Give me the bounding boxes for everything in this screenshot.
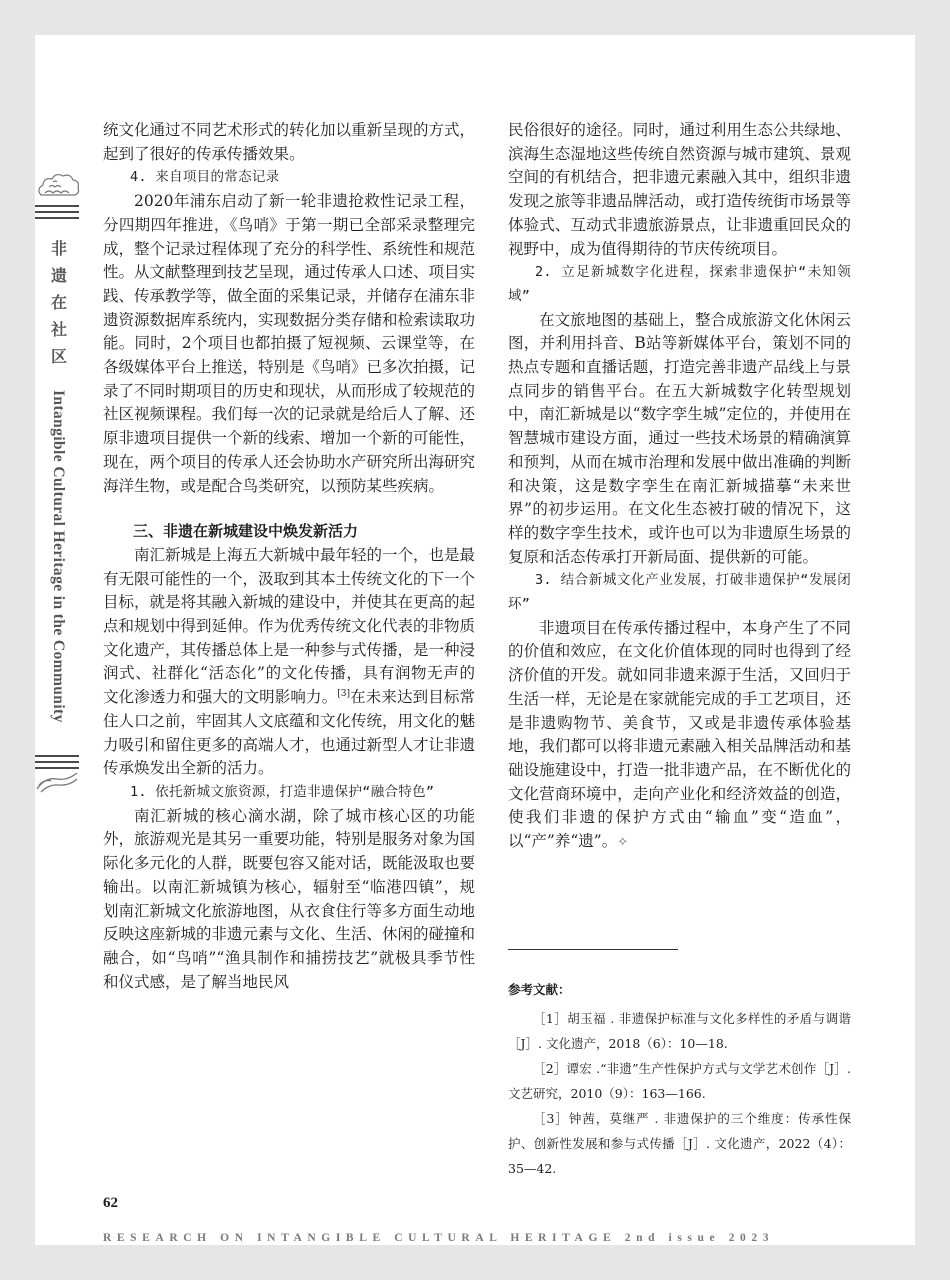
page-number: 62 <box>103 1195 118 1211</box>
subsection-heading: 2. 立足新城数字化进程，探索非遗保护“未知领域” <box>508 264 851 304</box>
end-ornament-icon: ✧ <box>617 835 629 851</box>
auspicious-cloud-icon <box>35 165 81 231</box>
paragraph-text: 非遗项目在传承传播过程中，本身产生了不同的价值和效应，在文化价值体现的同时也得到了经济价值的开发。就如同非遗来源于生活，又回归于生活一样，无论是在家就能完成的手工艺项目，还是非遗购物节、美食节，又或是非遗传承体验基地，我们都可以将非遗元素融入相关品牌活动和基础设施建设中，打造一批非遗产品，在不断优化的文化营商环境中，走向产业化和经济效益的创造，使我们非遗的保护方式由“输血”变“造血”，以“产”养“遗”。 <box>508 618 851 851</box>
section-heading: 三、非遗在新城建设中焕发新活力 <box>133 522 359 541</box>
sidebar-title-char: 区 <box>50 347 67 366</box>
reference-item: ［3］钟茜，莫继严 . 非遗保护的三个维度：传承性保护、创新性发展和参与式传播［J］. 文化遗产，2022（4）：35—42. <box>508 1111 851 1176</box>
reference-item: ［1］胡玉福 . 非遗保护标准与文化多样性的矛盾与调谐［J］. 文化遗产，2018（6）：10—18. <box>508 1011 851 1051</box>
paragraph: 2020年浦东启动了新一轮非遗抢救性记录工程，分四期四年推进，《鸟哨》于第一期已全部采录整理完成，整个记录过程体现了充分的科学性、系统性和规范性。从文献整理到技艺呈现，通过传承人口述、项目实践、传承教学等，做全面的采集记录，并储存在浦东非遗资源数据库系统内，实现数据分类存储和检索读取功能。同时，2个项目也都拍摄了短视频、云课堂等，在各级媒体平台上推送，特别是《鸟哨》已多次拍摄，记录了不同时期项目的历史和现状，从而形成了较规范的社区视频课程。我们每一次的记录就是给后人了解、还原非遗项目提供一个新的线索、增加一个新的可能性，现在，两个项目的传承人还会协助水产研究所出海研究海洋生物，或是配合鸟类研究，以预防某些疾病。 <box>103 192 476 495</box>
paragraph <box>508 617 851 855</box>
references-title: 参考文献： <box>508 982 571 997</box>
subsection-heading: 1. 依托新城文旅资源，打造非遗保护“融合特色” <box>130 783 435 800</box>
citation-marker: [3] <box>337 689 351 700</box>
sidebar-title-char: 在 <box>50 293 67 312</box>
wave-ornament-icon <box>35 755 81 795</box>
section-sidebar <box>35 165 83 765</box>
paragraph-with-citation <box>103 544 475 781</box>
paragraph: 在文旅地图的基础上，整合成旅游文化休闲云图，并利用抖音、B站等新媒体平台，策划不同的热点专题和直播话题，打造完善非遗产品线上与景点同步的销售平台。在五大新城数字化转型规划中，南汇新城是以“数字孪生城”定位的，并使用在智慧城市建设方面，通过一些技术场景的精确演算和预判，从而在城市治理和发展中做出准确的判断和决策，这是数字孪生在南汇新城描摹“未来世界”的初步运用。在文化生态被打破的情况下，这样的数字孪生技术，或许也可以为非遗原生场景的复原和活态传承打开新局面、提供新的可能。 <box>508 310 851 566</box>
left-text-column <box>103 119 475 994</box>
paragraph-text: 在未来达到目标常住人口之前，牢固其人文底蕴和文化传统，用文化的魅力吸引和留住更多的高端人才，也通过新型人才让非遗传承焕发出全新的活力。 <box>103 688 476 778</box>
journal-footer: RESEARCH ON INTANGIBLE CULTURAL HERITAGE 2nd issue 2023 <box>103 1232 775 1244</box>
paragraph: 南汇新城的核心滴水湖，除了城市核心区的功能外，旅游观光是其另一重要功能，特别是服务对象为国际化多元化的人群，既要包容又能对话，既能汲取也要输出。以南汇新城镇为核心，辐射至“临港四镇”，规划南汇新城文化旅游地图，从衣食住行等多方面生动地反映这座新城的非遗元素与文化、生活、休闲的碰撞和融合，如“鸟哨”“渔具制作和捕捞技艺”就极具季节性和仪式感，是了解当地民风 <box>103 806 476 991</box>
sidebar-english-title: Intangible Cultural Heritage in the Community <box>50 390 67 723</box>
sidebar-column-title <box>48 235 70 370</box>
references-divider <box>508 949 678 950</box>
right-text-column <box>508 119 851 855</box>
paragraph: 统文化通过不同艺术形式的转化加以重新呈现的方式，起到了很好的传承传播效果。 <box>103 121 476 163</box>
paragraph-text: 南汇新城是上海五大新城中最年轻的一个，也是最有无限可能性的一个，汲取到其本土传统文化的下一个目标，就是将其融入新城的建设中，并使其在更高的起点和规划中得到延伸。作为优秀传统文化代表的非物质文化遗产，其传播总体上是一种参与式传播，是一种浸润式、社群化“活态化”的文化传播，具有润物无声的文化渗透力和强大的文明影响力。 <box>103 545 476 707</box>
journal-page <box>35 35 915 1245</box>
reference-item: ［2］谭宏 .“非遗”生产性保护方式与文学艺术创作［J］. 文艺研究，2010（9）：163—166. <box>508 1061 851 1101</box>
sidebar-title-char: 遗 <box>50 266 67 285</box>
references-list <box>508 977 851 1181</box>
subsection-heading: 3. 结合新城文化产业发展，打破非遗保护“发展闭环” <box>508 572 851 613</box>
paragraph: 民俗很好的途径。同时，通过利用生态公共绿地、滨海生态湿地这些传统自然资源与城市建筑、景观空间的有机结合，把非遗元素融入其中，组织非遗发现之旅等非遗品牌活动，或打造传统街市场景等体验式、互动式非遗旅游景点，让非遗重回民众的视野中，成为值得期待的节庆传统项目。 <box>508 121 851 258</box>
sidebar-title-char: 社 <box>50 320 67 339</box>
subsection-heading: 4. 来自项目的常态记录 <box>130 169 280 186</box>
sidebar-title-char: 非 <box>50 239 67 258</box>
